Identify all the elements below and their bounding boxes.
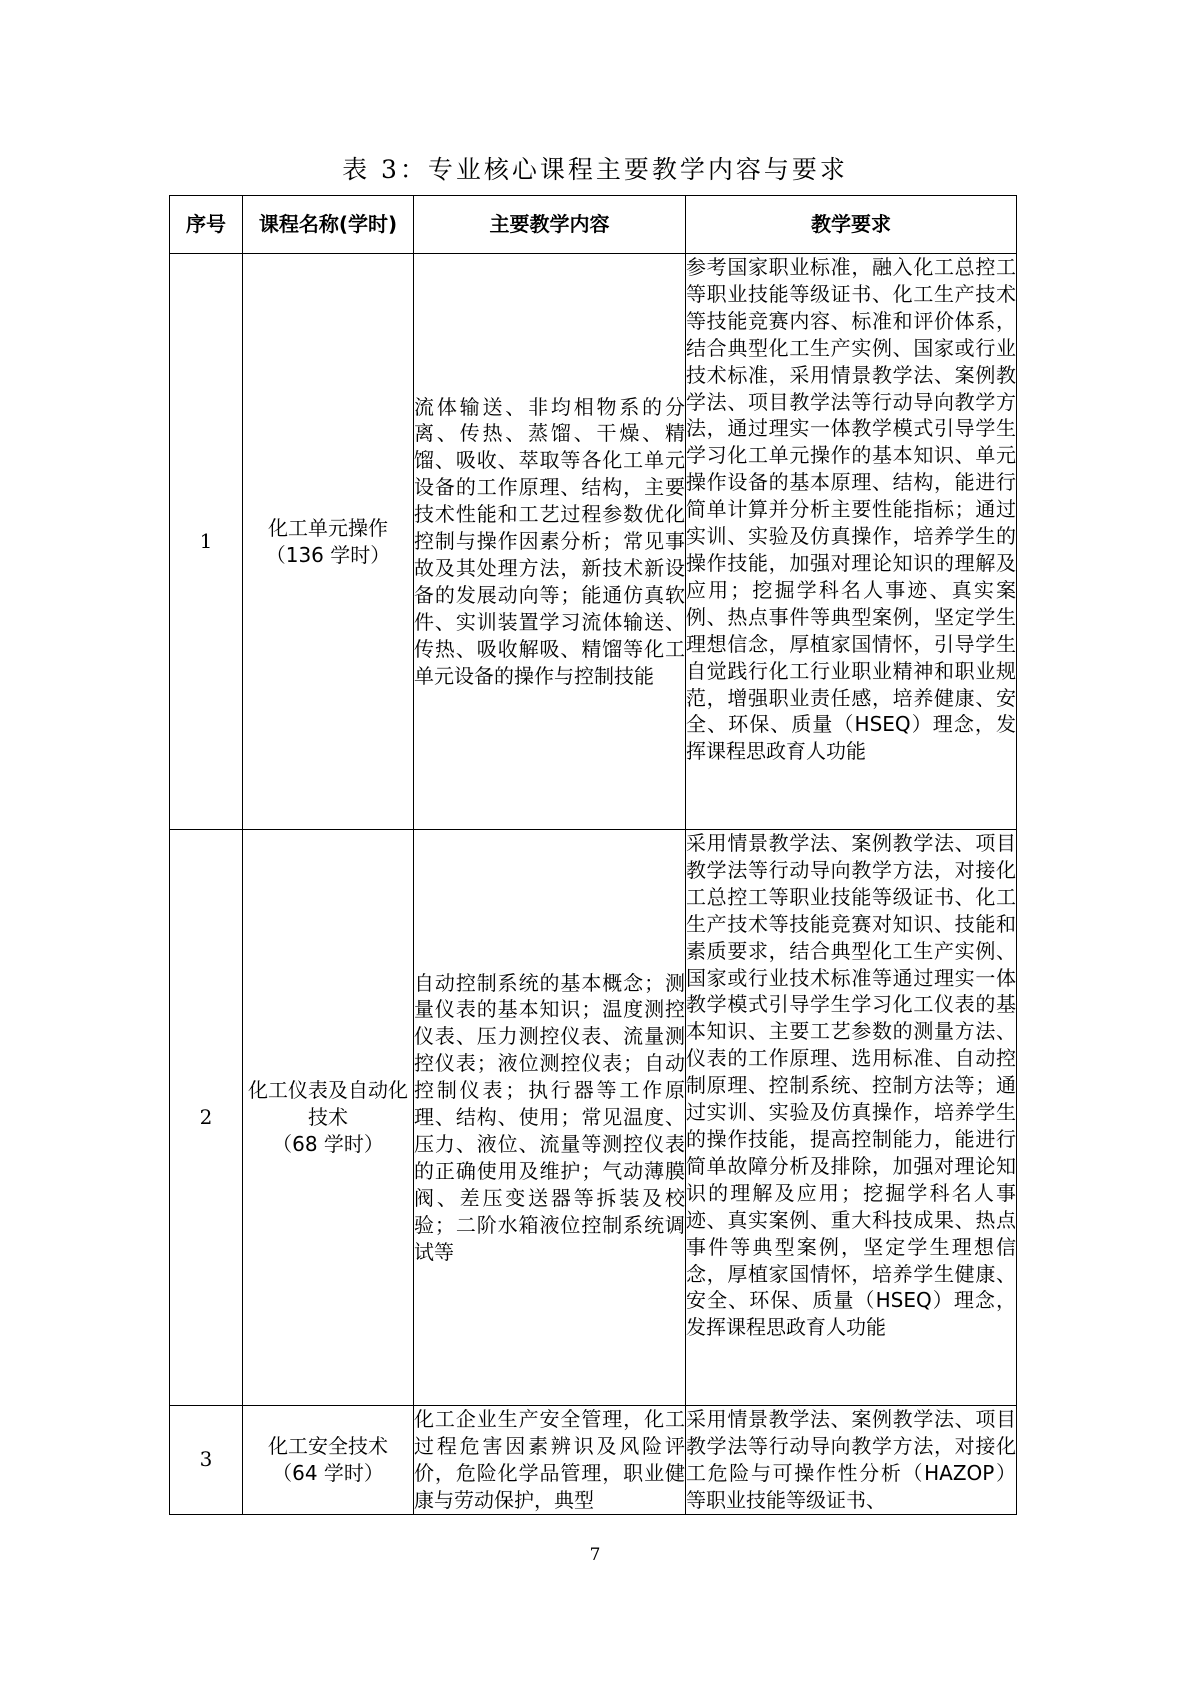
table-header-row [170,196,1017,254]
course-name: 化工单元操作 [268,515,388,540]
table-row [170,830,1017,1406]
course-name: 化工仪表及自动化技术 [248,1078,408,1130]
course-name-cell [243,1406,414,1515]
course-hours: （68 学时） [272,1131,384,1156]
course-hours: （64 学时） [272,1460,384,1485]
row-number: 3 [170,1406,243,1515]
header-course-name: 课程名称(学时) [243,196,414,254]
requirements-cell: 参考国家职业标准，融入化工总控工等职业技能等级证书、化工生产技术等技能竞赛内容、标准和评价体系，结合典型化工生产实例、国家或行业技术标准，采用情景教学法、案例教学法、项目教学法等行动导向教学方法，通过理实一体教学模式引导学生学习化工单元操作的基本知识、单元操作设备的基本原理、结构，能进行简单计算并分析主要性能指标；通过实训、实验及仿真操作，培养学生的操作技能，加强对理论知识的理解及应用；挖掘学科名人事迹、真实案例、热点事件等典型案例，坚定学生理想信念，厚植家国情怀，引导学生自觉践行化工行业职业精神和职业规范，增强职业责任感，培养健康、安全、环保、质量（HSEQ）理念，发挥课程思政育人功能 [686,254,1017,830]
core-courses-table [169,195,1017,1515]
header-content: 主要教学内容 [414,196,686,254]
course-name: 化工安全技术 [268,1433,388,1458]
page-number: 7 [589,1545,601,1565]
requirements-cell: 采用情景教学法、案例教学法、项目教学法等行动导向教学方法，对接化工总控工等职业技能等级证书、化工生产技术等技能竞赛对知识、技能和素质要求，结合典型化工生产实例、国家或行业技术标准等通过理实一体教学模式引导学生学习化工仪表的基本知识、主要工艺参数的测量方法、仪表的工作原理、选用标准、自动控制原理、控制系统、控制方法等；通过实训、实验及仿真操作，培养学生的操作技能，提高控制能力，能进行简单故障分析及排除，加强对理论知识的理解及应用；挖掘学科名人事迹、真实案例、重大科技成果、热点事件等典型案例，坚定学生理想信念，厚植家国情怀，培养学生健康、安全、环保、质量（HSEQ）理念，发挥课程思政育人功能 [686,830,1017,1406]
header-requirements: 教学要求 [686,196,1017,254]
row-number: 2 [170,830,243,1406]
content-cell: 自动控制系统的基本概念；测量仪表的基本知识；温度测控仪表、压力测控仪表、流量测控仪表；液位测控仪表；自动控制仪表；执行器等工作原理、结构、使用；常见温度、压力、液位、流量等测控仪表的正确使用及维护；气动薄膜阀、差压变送器等拆装及校验；二阶水箱液位控制系统调试等 [414,830,686,1406]
table-row [170,1406,1017,1515]
content-cell: 流体输送、非均相物系的分离、传热、蒸馏、干燥、精馏、吸收、萃取等各化工单元设备的工作原理、结构，主要技术性能和工艺过程参数优化控制与操作因素分析；常见事故及其处理方法，新技术新设备的发展动向等；能通仿真软件、实训装置学习流体输送、传热、吸收解吸、精馏等化工单元设备的操作与控制技能 [414,254,686,830]
header-no: 序号 [170,196,243,254]
course-hours: （136 学时） [265,542,391,567]
course-name-cell [243,830,414,1406]
course-name-cell [243,254,414,830]
table-row [170,254,1017,830]
content-cell: 化工企业生产安全管理，化工过程危害因素辨识及风险评价，危险化学品管理，职业健康与劳动保护，典型 [414,1406,686,1515]
table-title: 表 3：专业核心课程主要教学内容与要求 [342,155,848,184]
requirements-cell: 采用情景教学法、案例教学法、项目教学法等行动导向教学方法，对接化工危险与可操作性分析（HAZOP）等职业技能等级证书、 [686,1406,1017,1515]
row-number: 1 [170,254,243,830]
